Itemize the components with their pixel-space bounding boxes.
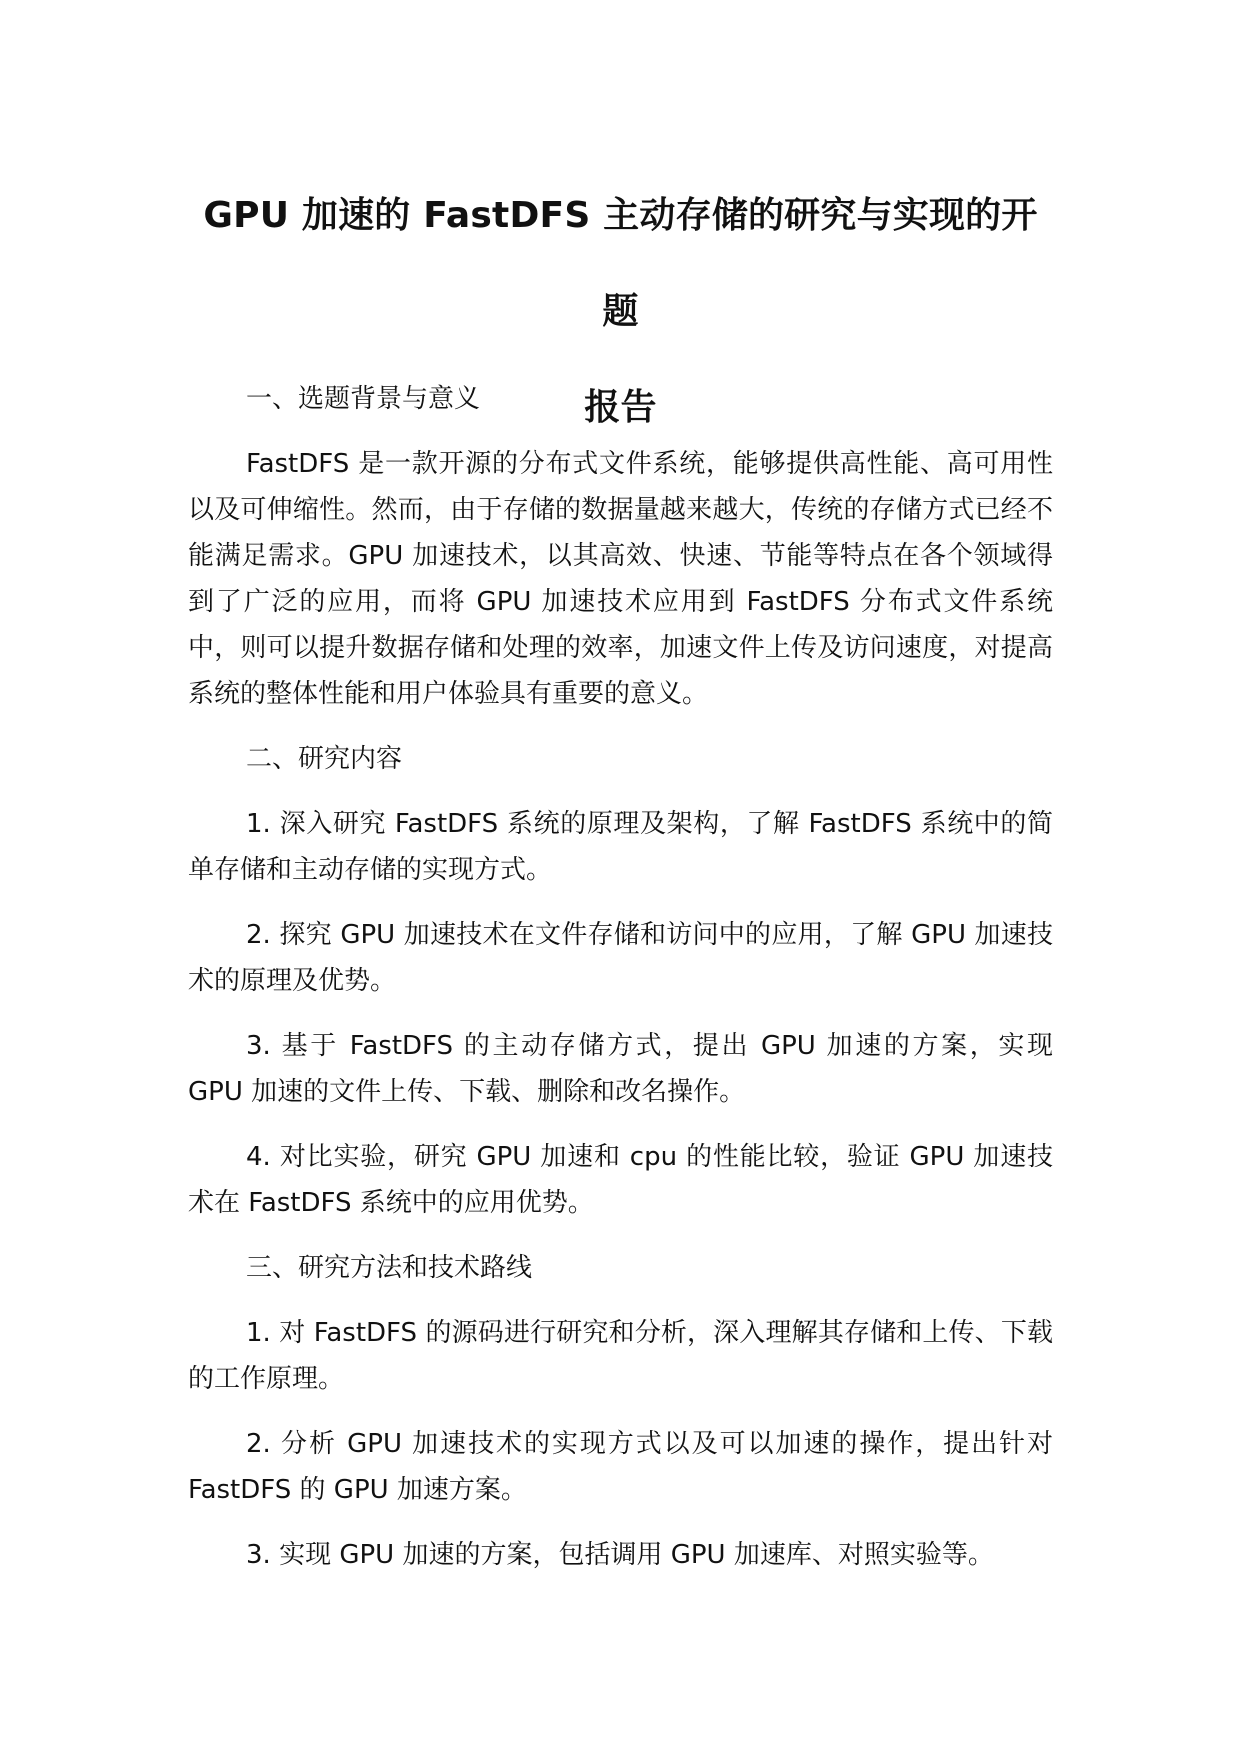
title-line-2: 报告 <box>584 387 657 428</box>
list-item-content-2: 2. 探究 GPU 加速技术在文件存储和访问中的应用，了解 GPU 加速技术的原理及优势。 <box>188 920 1053 996</box>
paragraph-background: FastDFS 是一款开源的分布式文件系统，能够提供高性能、高可用性以及可伸缩性。然而，由于存储的数据量越来越大，传统的存储方式已经不能满足需求。GPU 加速技术，以其高效、快速、节能等特点在各个领域得到了广泛的应用，而将 GPU 加速技术应用到 FastDFS 分布式文件系统中，则可以提升数据存储和处理的效率，加速文件上传及访问速度，对提高系统的整体性能和用户体验具有重要的意义。 <box>188 449 1053 709</box>
list-item-content-1: 1. 深入研究 FastDFS 系统的原理及架构，了解 FastDFS 系统中的简单存储和主动存储的实现方式。 <box>188 809 1053 885</box>
section-heading-methods: 三、研究方法和技术路线 <box>246 1253 533 1283</box>
list-item-methods-2: 2. 分析 GPU 加速技术的实现方式以及可以加速的操作，提出针对 FastDFS 的 GPU 加速方案。 <box>188 1429 1053 1505</box>
document-body <box>188 376 1053 1597</box>
section-heading-background: 一、选题背景与意义 <box>246 384 481 414</box>
title-line-1: GPU 加速的 FastDFS 主动存储的研究与实现的开题 <box>203 195 1038 332</box>
list-item-methods-1: 1. 对 FastDFS 的源码进行研究和分析，深入理解其存储和上传、下载的工作原理。 <box>188 1318 1053 1394</box>
list-item-content-3: 3. 基于 FastDFS 的主动存储方式，提出 GPU 加速的方案，实现 GPU 加速的文件上传、下载、删除和改名操作。 <box>188 1031 1053 1107</box>
list-item-methods-3: 3. 实现 GPU 加速的方案，包括调用 GPU 加速库、对照实验等。 <box>246 1540 994 1570</box>
section-heading-content: 二、研究内容 <box>246 744 403 774</box>
list-item-content-4: 4. 对比实验，研究 GPU 加速和 cpu 的性能比较，验证 GPU 加速技术在 FastDFS 系统中的应用优势。 <box>188 1142 1053 1218</box>
